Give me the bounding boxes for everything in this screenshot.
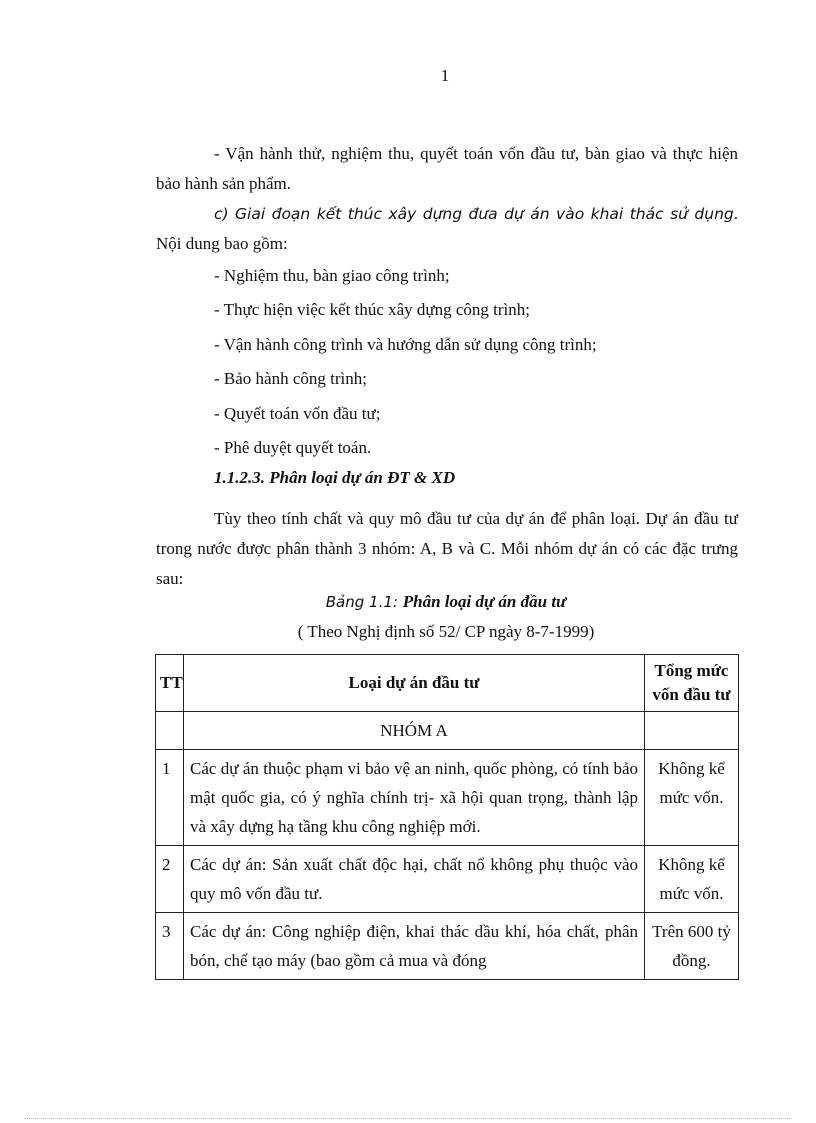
- table-row: [156, 750, 739, 846]
- section-heading: 1.1.2.3. Phân loại dự án ĐT & XD: [214, 468, 456, 487]
- table-label: Bảng 1.1:: [325, 593, 403, 611]
- list-item: - Phê duyệt quyết toán.: [214, 438, 372, 457]
- group-amount-cell: [645, 712, 739, 750]
- table-header-row: [156, 655, 739, 712]
- paragraph-final-phase: [156, 199, 738, 259]
- table-subtitle: ( Theo Nghị định số 52/ CP ngày 8-7-1999): [297, 622, 595, 641]
- header-tt: TT: [156, 655, 184, 712]
- row-amount: Trên 600 tỷ đồng.: [645, 913, 739, 980]
- final-phase-intro: . Nội dung bao gồm:: [156, 204, 738, 253]
- group-a-label: NHÓM A: [184, 712, 645, 750]
- list-item: - Bảo hành công trình;: [214, 369, 367, 388]
- paragraph-classification: Tùy theo tính chất và quy mô đầu tư của dự án để phân loại. Dự án đầu tư trong nước được phân thành 3 nhóm: A, B và C. Mỗi nhóm dự án có các đặc trưng sau:: [156, 509, 738, 588]
- list-item: - Nghiệm thu, bàn giao công trình;: [214, 266, 450, 285]
- row-tt: 1: [156, 750, 184, 846]
- page-bottom-border: [24, 1118, 792, 1119]
- list-item: - Thực hiện việc kết thúc xây dựng công trình;: [214, 300, 531, 319]
- classification-table: [155, 654, 739, 980]
- row-tt: 2: [156, 846, 184, 913]
- final-phase-title: c) Giai đoạn kết thúc xây dựng đưa dự án vào khai thác sử dụng: [214, 205, 734, 223]
- table-row: [156, 846, 739, 913]
- page-number: 1: [440, 66, 450, 85]
- row-tt: 3: [156, 913, 184, 980]
- row-amount: Không kể mức vốn.: [645, 750, 739, 846]
- table-title: Phân loại dự án đầu tư: [402, 592, 567, 611]
- row-type: Các dự án: Công nghiệp điện, khai thác dầu khí, hóa chất, phân bón, chế tạo máy (bao gồm cả mua và đóng: [184, 913, 645, 980]
- row-amount: Không kể mức vốn.: [645, 846, 739, 913]
- header-type: Loại dự án đầu tư: [184, 655, 645, 712]
- list-item: - Vận hành công trình và hướng dẫn sử dụng công trình;: [214, 335, 597, 354]
- group-row: [156, 712, 739, 750]
- group-tt-cell: [156, 712, 184, 750]
- row-type: Các dự án thuộc phạm vi bảo vệ an ninh, quốc phòng, có tính bảo mật quốc gia, có ý nghĩa chính trị- xã hội quan trọng, thành lập và xây dựng hạ tầng khu công nghiệp mới.: [184, 750, 645, 846]
- table-caption: [0, 592, 816, 612]
- paragraph-operation: - Vận hành thử, nghiệm thu, quyết toán vốn đầu tư, bàn giao và thực hiện bảo hành sản phẩm.: [156, 144, 738, 193]
- row-type: Các dự án: Sản xuất chất độc hại, chất nổ không phụ thuộc vào quy mô vốn đầu tư.: [184, 846, 645, 913]
- list-item: - Quyết toán vốn đầu tư;: [214, 404, 381, 423]
- header-amount: Tổng mức vốn đầu tư: [645, 655, 739, 712]
- table-row: [156, 913, 739, 980]
